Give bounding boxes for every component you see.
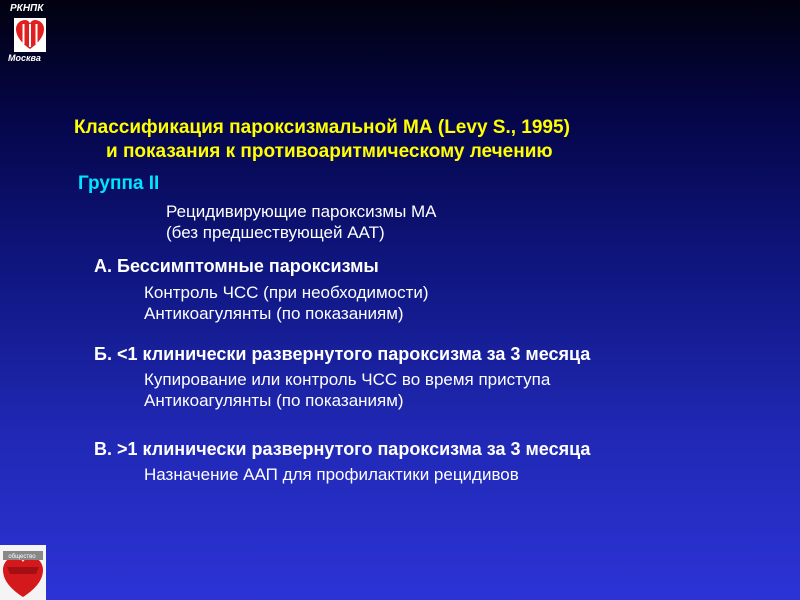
group-description-line-2: (без предшествующей ААТ) [166,223,385,242]
logo-org-name: РКНПК [10,3,44,14]
subgroup-b-heading: Б. <1 клинически развернутого пароксизма за 3 месяца [94,344,591,364]
society-logo-label: общество [8,554,36,560]
subgroup-c-heading: В. >1 клинически развернутого пароксизма за 3 месяца [94,439,591,459]
slide-title-line-2: и показания к противоаритмическому лечению [106,141,553,162]
subgroup-a-item-1: Контроль ЧСС (при необходимости) [144,283,429,302]
subgroup-b-item-2: Антикоагулянты (по показаниям) [144,391,404,410]
group-heading: Группа II [78,173,160,194]
slide-title-line-1: Классификация пароксизмальной МА (Levy S., 1995) [74,117,570,138]
rknpk-logo [6,3,52,65]
subgroup-c-item-1: Назначение ААП для профилактики рецидивов [144,465,519,484]
subgroup-a-item-2: Антикоагулянты (по показаниям) [144,304,404,323]
society-logo [0,545,46,600]
subgroup-a-heading: А. Бессимптомные пароксизмы [94,256,379,276]
heart-logo-icon [14,18,46,52]
logo-city: Москва [8,53,41,63]
subgroup-b-item-1: Купирование или контроль ЧСС во время приступа [144,370,551,389]
group-description-line-1: Рецидивирующие пароксизмы МА [166,202,437,221]
